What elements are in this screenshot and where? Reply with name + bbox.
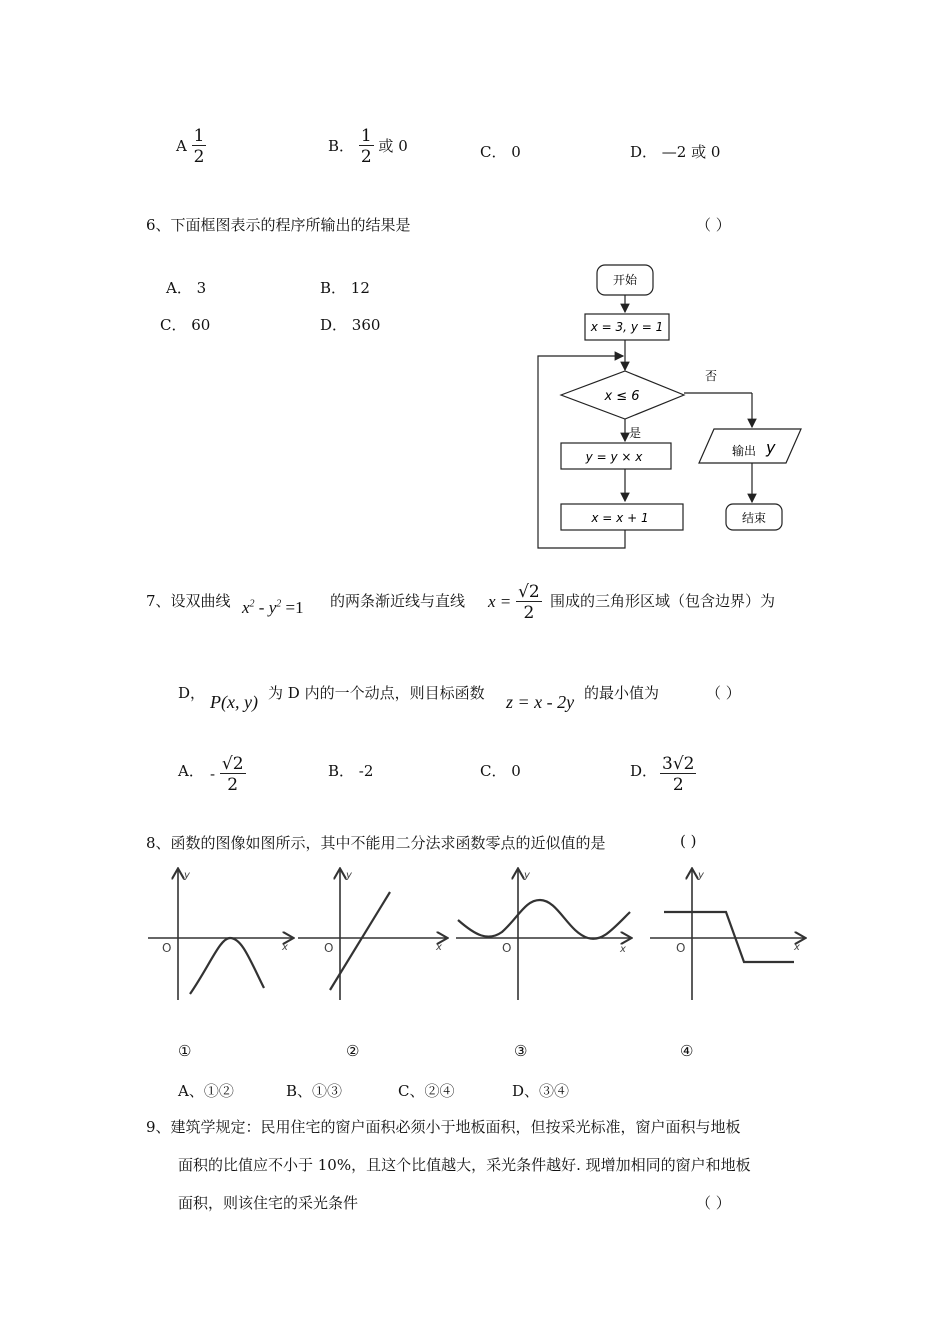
q6-stem: 6、下面框图表示的程序所输出的结果是 [146, 216, 411, 234]
y-axis-label: y [698, 870, 704, 881]
q7-line2-start: D， [178, 684, 206, 702]
q7-option-c: C． 0 [480, 762, 521, 780]
denominator: 2 [227, 775, 239, 795]
q7-line2-end: 的最小值为 [584, 684, 660, 702]
q7-stem-part1: 7、设双曲线 [146, 592, 231, 610]
fraction [660, 756, 696, 794]
graph-3 [456, 870, 630, 1000]
option-suffix: 或 0 [378, 137, 408, 155]
q7-stem-part3: 围成的三角形区域（包含边界）为 [550, 592, 776, 610]
fraction [516, 584, 542, 622]
fraction [192, 128, 207, 166]
q8-graphs [140, 860, 820, 1010]
end-label: 结束 [741, 511, 767, 525]
origin-label: O [162, 941, 172, 955]
origin-label: O [324, 941, 334, 955]
y-axis-label: y [184, 870, 190, 881]
q7-option-b: B． -2 [328, 762, 374, 780]
denominator: 2 [193, 147, 205, 167]
q9-answer-paren: （ ） [696, 1194, 731, 1212]
graph-label-3: ③ [514, 1042, 528, 1060]
numerator: 3√2 [662, 754, 695, 774]
q6-option-c: C． 60 [160, 316, 211, 334]
q8-option-d: D、③④ [512, 1082, 570, 1100]
eq-exponent: 2 [249, 598, 255, 610]
option-label: B． [328, 137, 355, 155]
q7-hyperbola-equation: $x^2 - y^2 =1$ [242, 598, 304, 617]
denominator: 2 [672, 775, 684, 795]
q9-line-1: 9、建筑学规定：民用住宅的窗户面积必须小于地板面积，但按采光标准，窗户面积与地板 [146, 1118, 741, 1136]
flowchart [530, 258, 820, 558]
q5-option-d: D． —2 或 0 [630, 143, 721, 161]
yes-label: 是 [629, 426, 642, 440]
q7-option-d: D． [630, 762, 658, 780]
q7-stem-part2: 的两条渐近线与直线 [330, 592, 466, 610]
graph-4 [650, 870, 804, 1000]
q5-option-b [328, 128, 408, 166]
fraction [220, 756, 246, 794]
numerator: √2 [221, 754, 244, 774]
output-label: 输出 [732, 444, 757, 458]
eq-rhs: =1 [285, 598, 304, 617]
graph-2 [298, 870, 446, 1000]
minus-sign: - [210, 765, 216, 783]
fraction [359, 128, 374, 166]
graph-label-4: ④ [680, 1042, 694, 1060]
denominator: 2 [523, 603, 535, 623]
q7-option-a: A． [178, 762, 204, 780]
graph-1 [148, 870, 292, 1000]
graph-label-2: ② [346, 1042, 360, 1060]
y-axis-label: y [524, 870, 530, 881]
q8-stem: 8、函数的图像如图所示，其中不能用二分法求函数零点的近似值的是 [146, 834, 606, 852]
q9-line-2: 面积的比值应不小于 10%，且这个比值越大，采光条件越好. 现增加相同的窗户和地板 [178, 1156, 751, 1174]
q9-line-3: 面积，则该住宅的采光条件 [178, 1194, 359, 1212]
multiply-label: y = y × x [585, 450, 643, 464]
q8-option-c: C、②④ [398, 1082, 455, 1100]
init-label: x = 3, y = 1 [590, 320, 664, 334]
origin-label: O [502, 941, 512, 955]
no-label: 否 [705, 369, 718, 383]
q7-line2-middle: 为 D 内的一个动点，则目标函数 [268, 684, 485, 702]
q6-option-a: A． 3 [166, 279, 207, 297]
q5-option-a [176, 128, 206, 166]
x-axis-label: x [436, 942, 442, 953]
denominator: 2 [360, 147, 372, 167]
q5-option-c: C． 0 [480, 143, 521, 161]
graph-label-1: ① [178, 1042, 192, 1060]
numerator: 1 [360, 126, 372, 146]
q6-answer-paren: （ ） [696, 216, 731, 234]
q7-option-a-value [210, 756, 246, 794]
eq-y: y [268, 598, 277, 617]
q8-option-a: A、①② [178, 1082, 234, 1100]
q8-option-b: B、①③ [286, 1082, 343, 1100]
condition-label: x ≤ 6 [604, 389, 640, 404]
q7-target-function: z = x - 2y [506, 692, 575, 712]
output-variable: y [766, 438, 776, 457]
q8-answer-paren: ( ) [680, 832, 697, 850]
line-x: x = [488, 592, 512, 611]
q7-point: P(x, y) [210, 692, 258, 712]
start-label: 开始 [612, 273, 638, 287]
q7-line-equation [488, 584, 542, 622]
numerator: 1 [193, 126, 205, 146]
y-axis-label: y [346, 870, 352, 881]
eq-x: x [242, 598, 250, 617]
q7-answer-paren: （ ） [706, 684, 741, 702]
q6-option-d: D． 360 [320, 316, 381, 334]
x-axis-label: x [794, 942, 800, 953]
q7-option-d-value [660, 756, 696, 794]
option-label: A [176, 137, 187, 155]
numerator: √2 [518, 582, 540, 602]
x-axis-label: x [282, 942, 288, 953]
q6-option-b: B． 12 [320, 279, 370, 297]
increment-label: x = x + 1 [591, 511, 649, 525]
origin-label: O [676, 941, 686, 955]
eq-exponent: 2 [276, 598, 282, 610]
x-axis-label: x [620, 944, 626, 955]
